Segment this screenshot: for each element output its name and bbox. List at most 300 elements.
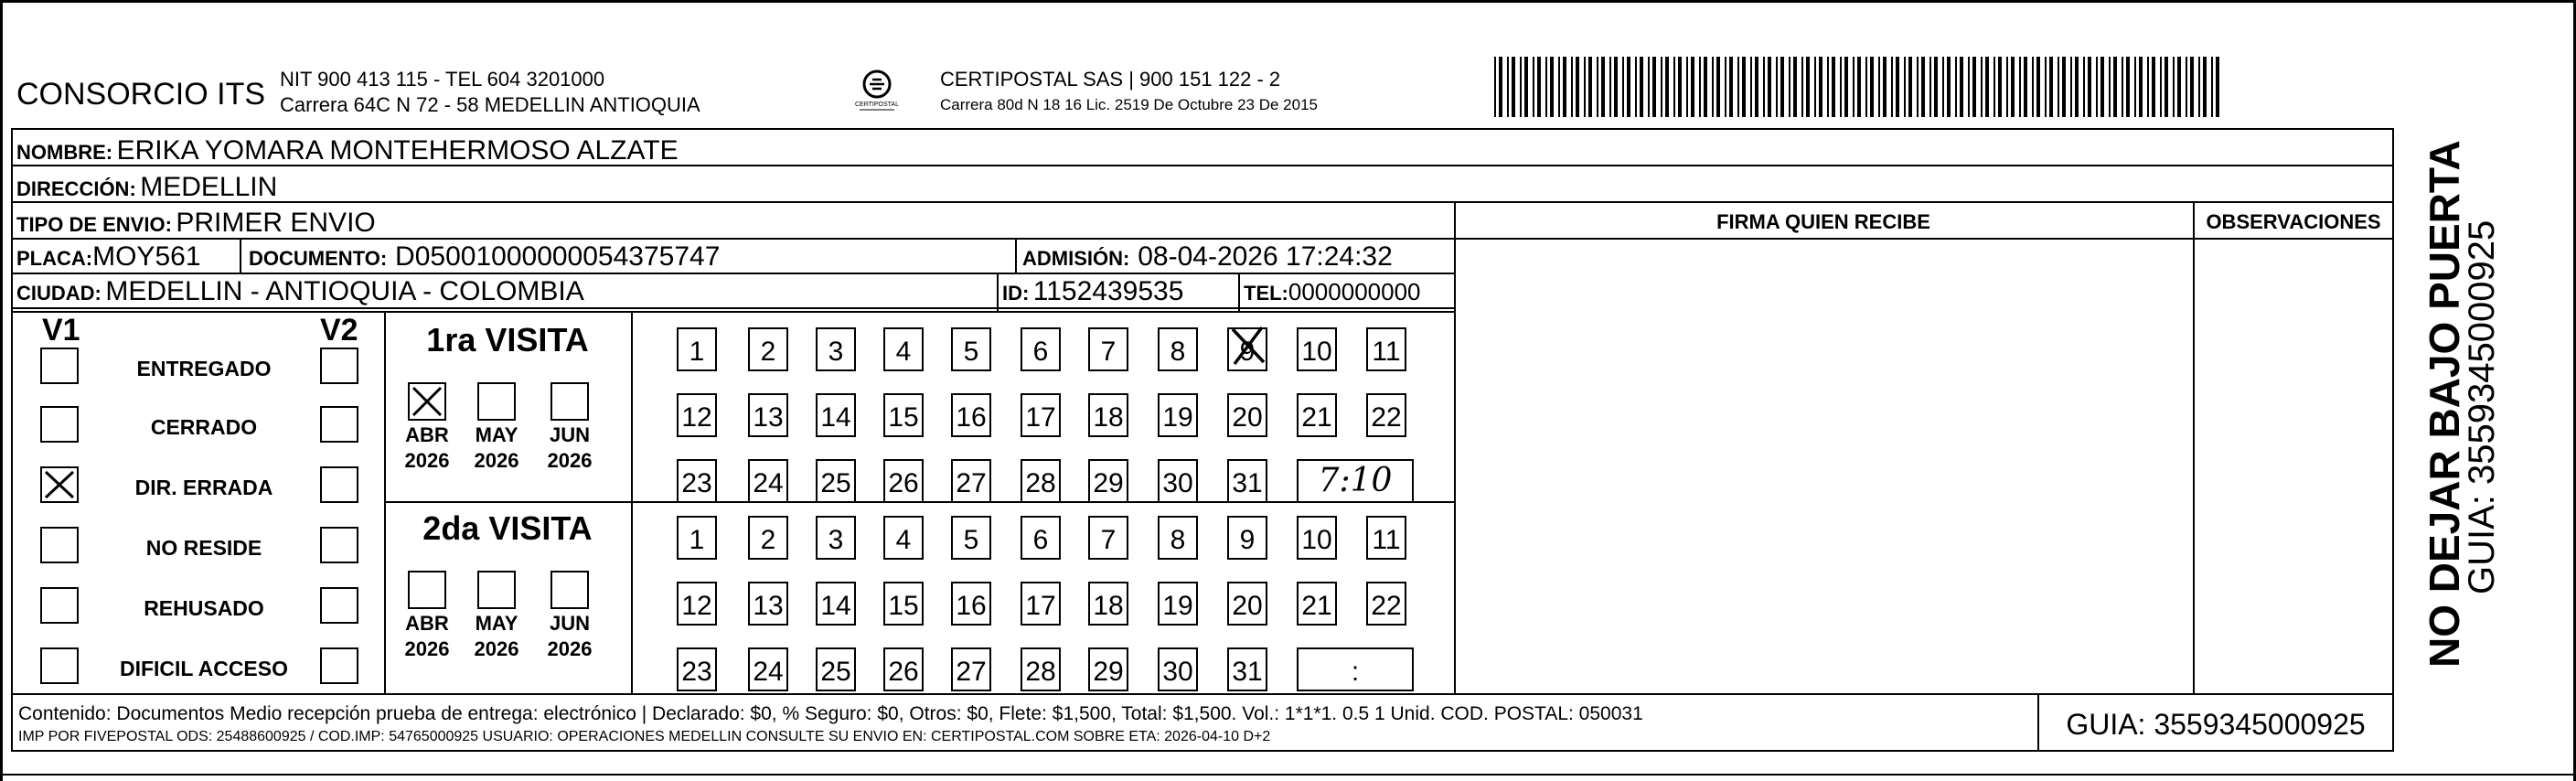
barcode-bar	[1584, 57, 1586, 117]
barcode-bar	[1840, 57, 1842, 117]
day-cell[interactable]	[1158, 459, 1198, 503]
day-number: 8	[1170, 337, 1186, 367]
day-number: 1	[689, 337, 705, 367]
barcode-bar	[2147, 57, 2149, 117]
barcode-bar	[2173, 57, 2175, 117]
barcode-bar	[1716, 57, 1720, 117]
day-number: 5	[963, 337, 979, 367]
cell-rule	[1238, 273, 1240, 311]
barcode-bar	[2096, 57, 2098, 117]
day-cell[interactable]	[748, 647, 788, 691]
imp-text: IMP POR FIVEPOSTAL ODS: 25488600925 / COD.IMP: 54765000925 USUARIO: OPERACIONES MEDELLIN CONSULTE SU ENVIO EN: CERTIPOSTAL.COM SOBRE ETA: 2026-04-10 D+2	[18, 729, 1271, 744]
day-cell[interactable]	[1297, 582, 1337, 626]
barcode-bar	[2062, 57, 2066, 117]
admision-label: ADMISIÓN:	[1022, 247, 1130, 270]
tipo-envio-label: TIPO DE ENVIO:	[16, 213, 172, 236]
day-number: 3	[828, 337, 844, 367]
day-cell[interactable]	[816, 516, 856, 560]
barcode-bar	[2134, 57, 2136, 117]
v1-checkbox[interactable]	[40, 587, 79, 624]
day-cell[interactable]	[883, 647, 924, 691]
month-year: 2026	[547, 449, 593, 472]
day-cell[interactable]	[1227, 516, 1267, 560]
barcode-bar	[1742, 57, 1746, 117]
v1-label: V1	[42, 313, 80, 348]
barcode-bar	[2070, 57, 2072, 117]
col-header-rule	[1454, 238, 2394, 240]
barcode-bar	[1870, 57, 1874, 117]
day-number: 10	[1301, 525, 1332, 555]
day-number: 28	[1025, 468, 1056, 498]
barcode-bar	[1665, 57, 1669, 117]
barcode-bar	[1737, 57, 1739, 117]
barcode-bar	[2032, 57, 2034, 117]
barcode-bar	[1857, 57, 1861, 117]
day-cell[interactable]	[677, 516, 717, 560]
day-number: 7	[1100, 525, 1117, 555]
barcode-bar	[1934, 57, 1938, 117]
day-cell[interactable]	[748, 393, 788, 437]
day-cell[interactable]	[748, 459, 788, 503]
barcode-bar	[1640, 57, 1643, 117]
cell-rule	[1015, 238, 1017, 273]
barcode-bar	[1699, 57, 1701, 117]
month-checkbox[interactable]	[550, 571, 589, 609]
day-number: 24	[753, 657, 784, 687]
day-number: 10	[1301, 337, 1332, 367]
barcode-bar	[1917, 57, 1919, 117]
ciudad-value: MEDELLIN - ANTIOQUIA - COLOMBIA	[105, 276, 584, 306]
barcode-bar	[2075, 57, 2079, 117]
barcode-bar	[1576, 57, 1579, 117]
barcode-bar	[2024, 57, 2027, 117]
barcode-bar	[2164, 57, 2168, 117]
day-cell[interactable]	[677, 327, 717, 371]
day-number: 26	[888, 657, 919, 687]
day-number: 19	[1162, 591, 1193, 621]
v2-checkbox[interactable]	[320, 527, 358, 563]
id-value: 1152439535	[1032, 276, 1184, 306]
footer-guia: GUIA: 3559345000925	[2066, 708, 2366, 741]
day-number: 7	[1100, 337, 1117, 367]
day-number: 14	[820, 591, 851, 621]
barcode-bar	[1814, 57, 1816, 117]
barcode-bar	[1972, 57, 1976, 117]
barcode-bar	[1832, 57, 1835, 117]
day-cell[interactable]	[816, 582, 856, 626]
v2-checkbox[interactable]	[320, 587, 358, 624]
tel-value: 0000000000	[1288, 278, 1421, 305]
day-number: 5	[963, 525, 979, 555]
day-number: 24	[753, 468, 784, 498]
day-cell[interactable]	[883, 393, 924, 437]
month-checkbox[interactable]	[477, 382, 516, 421]
v1-checkbox[interactable]	[40, 406, 79, 443]
barcode-bar	[1524, 57, 1528, 117]
barcode-bar	[1780, 57, 1784, 117]
month-year: 2026	[474, 637, 519, 660]
barcode-bar	[1507, 57, 1509, 117]
status-option-label: REHUSADO	[144, 596, 264, 620]
day-number: 15	[888, 402, 919, 433]
admision-value: 08-04-2026 17:24:32	[1138, 241, 1393, 272]
observaciones-header: OBSERVACIONES	[2206, 210, 2381, 233]
row-rule	[11, 311, 1454, 313]
v1-checkbox[interactable]	[40, 348, 79, 384]
month-year: 2026	[404, 449, 450, 472]
barcode-bar	[1865, 57, 1867, 117]
barcode-bar	[1896, 57, 1899, 117]
ciudad-label: CIUDAD:	[16, 282, 102, 305]
month-label: JUN	[549, 612, 590, 635]
day-cell[interactable]	[1227, 459, 1267, 503]
status-option-label: CERRADO	[150, 415, 258, 439]
barcode-bar	[1819, 57, 1822, 117]
day-cell[interactable]	[1088, 459, 1128, 503]
day-cell[interactable]	[1088, 327, 1128, 371]
barcode-bar	[1635, 57, 1637, 117]
barcode-bar	[1878, 57, 1880, 117]
visit-title: 1ra VISITA	[426, 321, 589, 358]
barcode-bar	[2190, 57, 2194, 117]
day-cell[interactable]	[816, 393, 856, 437]
barcode-bar	[1755, 57, 1758, 117]
day-cell[interactable]	[1021, 516, 1061, 560]
day-cell[interactable]	[816, 327, 856, 371]
barcode-bar	[1844, 57, 1848, 117]
status-option-label: ENTREGADO	[136, 357, 272, 380]
day-number: 18	[1093, 402, 1124, 433]
day-number: 25	[820, 657, 851, 687]
barcode-bar	[1622, 57, 1624, 117]
day-number: 27	[956, 657, 987, 687]
month-checkbox[interactable]	[477, 571, 516, 609]
day-number: 4	[895, 525, 912, 555]
day-cell[interactable]	[951, 393, 991, 437]
day-cell[interactable]	[883, 516, 924, 560]
day-number: 17	[1025, 402, 1056, 433]
day-number: 2	[760, 337, 776, 367]
id-label: ID:	[1002, 282, 1030, 305]
firma-header: FIRMA QUIEN RECIBE	[1716, 210, 1930, 233]
day-number: 6	[1032, 525, 1049, 555]
status-option-label: DIR. ERRADA	[134, 476, 273, 499]
documento-label: DOCUMENTO:	[249, 247, 388, 270]
day-number: 11	[1372, 525, 1401, 555]
day-cell[interactable]	[1297, 327, 1337, 371]
month-checkbox[interactable]	[408, 382, 446, 421]
barcode-bar	[2186, 57, 2187, 117]
tel-label: TEL:	[1244, 282, 1288, 305]
courier-license: Carrera 80d N 18 16 Lic. 2519 De Octubre 23 De 2015	[940, 96, 1318, 113]
barcode-bar	[2006, 57, 2008, 117]
day-cell[interactable]	[816, 459, 856, 503]
barcode-bar	[1729, 57, 1733, 117]
nombre-label: NOMBRE:	[16, 141, 113, 164]
status-option-label: DIFICIL ACCESO	[119, 657, 288, 680]
barcode-bar	[2049, 57, 2053, 117]
contenido-text: Contenido: Documentos Medio recepción prueba de entrega: electrónico | Declarado: $0, % Seguro: $0, Otros: $0, Flete: $1,500, Total: $1,500. Vol.: 1*1*1. 0.5 1 Unid. COD. POSTAL: 050031	[18, 703, 1643, 724]
day-cell[interactable]	[1158, 582, 1198, 626]
row-rule	[11, 201, 2394, 203]
day-cell[interactable]	[1297, 516, 1337, 560]
barcode-bar	[2036, 57, 2040, 117]
logo-caption: CERTIPOSTAL	[855, 102, 899, 108]
barcode-bar	[2045, 57, 2047, 117]
visit-time-field[interactable]	[1297, 459, 1414, 503]
bottom-rule	[0, 774, 2576, 776]
direccion-label: DIRECCIÓN:	[16, 177, 136, 200]
day-cell[interactable]	[677, 459, 717, 503]
month-year: 2026	[547, 637, 593, 660]
barcode-bar	[1673, 57, 1675, 117]
barcode-bar	[2203, 57, 2207, 117]
month-label: MAY	[475, 423, 518, 446]
barcode-bar	[2122, 57, 2123, 117]
month-checkbox[interactable]	[550, 382, 589, 421]
day-cell[interactable]	[1227, 647, 1267, 691]
barcode-bar	[1704, 57, 1707, 117]
barcode-bar	[1520, 57, 1522, 117]
day-number: 31	[1232, 468, 1263, 498]
barcode-bar	[1661, 57, 1662, 117]
barcode-bar	[1883, 57, 1887, 117]
day-number: 30	[1162, 468, 1193, 498]
v1-checkbox[interactable]	[40, 647, 79, 684]
barcode-bar	[1921, 57, 1925, 117]
barcode-bar	[1597, 57, 1598, 117]
day-cell[interactable]	[1158, 647, 1198, 691]
day-number: 6	[1032, 337, 1049, 367]
barcode-bar	[1499, 57, 1502, 117]
visit-time: :	[1351, 657, 1360, 687]
day-number: 21	[1301, 402, 1332, 433]
visit-time-field[interactable]	[1297, 647, 1414, 691]
day-cell[interactable]	[951, 647, 991, 691]
day-number: 16	[956, 591, 987, 621]
barcode-bar	[1627, 57, 1630, 117]
day-cell[interactable]	[748, 516, 788, 560]
visit-title: 2da VISITA	[422, 509, 593, 547]
day-cell[interactable]	[677, 647, 717, 691]
barcode-bar	[1533, 57, 1534, 117]
day-number: 20	[1232, 402, 1263, 433]
placa-value: MOY561	[92, 241, 201, 272]
barcode-bar	[1537, 57, 1541, 117]
day-cell[interactable]	[1227, 393, 1267, 437]
day-cell[interactable]	[1227, 582, 1267, 626]
barcode-bar	[1563, 57, 1566, 117]
day-number: 22	[1371, 402, 1402, 433]
day-number: 29	[1093, 657, 1124, 687]
day-cell[interactable]	[951, 459, 991, 503]
barcode-bar	[1545, 57, 1547, 117]
barcode-bar	[1993, 57, 1995, 117]
day-cell[interactable]	[883, 459, 924, 503]
month-label: JUN	[549, 423, 590, 446]
day-number: 22	[1371, 591, 1402, 621]
col-rule	[1454, 201, 1456, 693]
barcode-bar	[1985, 57, 1989, 117]
day-cell[interactable]	[1366, 516, 1406, 560]
v1-checkbox[interactable]	[40, 527, 79, 563]
barcode-bar	[1947, 57, 1951, 117]
month-year: 2026	[404, 637, 450, 660]
day-cell[interactable]	[1021, 393, 1061, 437]
day-number: 23	[681, 657, 712, 687]
day-cell[interactable]	[1021, 327, 1061, 371]
barcode-bar	[2152, 57, 2155, 117]
barcode-bar	[2088, 57, 2091, 117]
barcode-bar	[1725, 57, 1726, 117]
day-cell[interactable]	[951, 327, 991, 371]
barcode-bar	[1712, 57, 1714, 117]
day-cell[interactable]	[1158, 327, 1198, 371]
day-number: 12	[681, 591, 712, 621]
barcode-bar	[1904, 57, 1906, 117]
day-number: 30	[1162, 657, 1193, 687]
day-number: 28	[1025, 657, 1056, 687]
day-number: 4	[895, 337, 912, 367]
side-guia: GUIA: 3559345000925	[2462, 219, 2502, 594]
day-cell[interactable]	[1088, 647, 1128, 691]
day-cell[interactable]	[883, 582, 924, 626]
direccion-value: MEDELLIN	[140, 172, 278, 202]
day-number: 11	[1372, 337, 1401, 367]
barcode-bar	[1648, 57, 1650, 117]
day-cell[interactable]	[1366, 393, 1406, 437]
month-checkbox[interactable]	[408, 571, 446, 609]
barcode-bar	[1601, 57, 1605, 117]
day-cell[interactable]	[951, 582, 991, 626]
barcode-bar	[2083, 57, 2085, 117]
barcode-bar	[2058, 57, 2059, 117]
day-number: 15	[888, 591, 919, 621]
barcode-bar	[2100, 57, 2104, 117]
barcode-bar	[1776, 57, 1778, 117]
day-cell[interactable]	[1227, 327, 1267, 371]
day-cell[interactable]	[748, 582, 788, 626]
day-number: 8	[1170, 525, 1186, 555]
day-cell[interactable]	[1088, 516, 1128, 560]
day-number: 2	[760, 525, 776, 555]
barcode-bar	[1768, 57, 1771, 117]
barcode-bar	[1678, 57, 1682, 117]
v2-label: V2	[320, 313, 358, 348]
company-name: CONSORCIO ITS	[16, 77, 266, 112]
day-cell[interactable]	[1021, 459, 1061, 503]
barcode-bar	[1609, 57, 1611, 117]
barcode-bar	[1827, 57, 1829, 117]
barcode-bar	[1793, 57, 1797, 117]
courier-name: CERTIPOSTAL SAS | 900 151 122 - 2	[940, 68, 1281, 91]
barcode-bar	[1801, 57, 1803, 117]
day-cell[interactable]	[677, 393, 717, 437]
day-cell[interactable]	[1366, 327, 1406, 371]
day-cell[interactable]	[816, 647, 856, 691]
barcode-bar	[1981, 57, 1983, 117]
barcode-bar	[1614, 57, 1618, 117]
col-rule	[2193, 201, 2195, 693]
day-cell[interactable]	[1088, 582, 1128, 626]
day-cell[interactable]	[1158, 516, 1198, 560]
day-number: 13	[753, 591, 784, 621]
v2-checkbox[interactable]	[320, 348, 358, 384]
barcode-bar	[1512, 57, 1515, 117]
day-cell[interactable]	[883, 327, 924, 371]
barcode-bar	[1691, 57, 1694, 117]
day-number: 1	[689, 525, 705, 555]
day-cell[interactable]	[1088, 393, 1128, 437]
day-number: 27	[956, 468, 987, 498]
barcode-bar	[1806, 57, 1810, 117]
barcode-bar	[1789, 57, 1790, 117]
barcode-bar	[1588, 57, 1592, 117]
barcode-bar	[1960, 57, 1963, 117]
day-number: 21	[1301, 591, 1332, 621]
barcode-bar	[2011, 57, 2015, 117]
nombre-value: ERIKA YOMARA MONTEHERMOSO ALZATE	[116, 135, 679, 166]
barcode-bar	[1571, 57, 1573, 117]
barcode-bar	[2198, 57, 2200, 117]
v2-checkbox[interactable]	[320, 466, 358, 503]
v1-checkbox[interactable]	[40, 466, 79, 503]
status-option-label: NO RESIDE	[145, 536, 262, 560]
day-cell[interactable]	[677, 582, 717, 626]
day-cell[interactable]	[748, 327, 788, 371]
day-number: 18	[1093, 591, 1124, 621]
barcode-bar	[2216, 57, 2219, 117]
month-year: 2026	[474, 449, 519, 472]
day-number: 31	[1232, 657, 1263, 687]
barcode-bar	[2160, 57, 2162, 117]
placa-label: PLACA:	[16, 247, 93, 270]
v2-checkbox[interactable]	[320, 647, 358, 684]
barcode-bar	[1929, 57, 1931, 117]
day-cell[interactable]	[1158, 393, 1198, 437]
day-number: 12	[681, 402, 712, 433]
day-cell[interactable]	[1297, 393, 1337, 437]
day-cell[interactable]	[951, 516, 991, 560]
v2-checkbox[interactable]	[320, 406, 358, 443]
day-number: 19	[1162, 402, 1193, 433]
day-number: 25	[820, 468, 851, 498]
month-label: ABR	[405, 423, 449, 446]
day-number: 14	[820, 402, 851, 433]
barcode-bar	[2139, 57, 2143, 117]
day-cell[interactable]	[1021, 582, 1061, 626]
barcode-bar	[1652, 57, 1656, 117]
day-number: 17	[1025, 591, 1056, 621]
day-number: 29	[1093, 468, 1124, 498]
barcode-bar	[1853, 57, 1855, 117]
day-cell[interactable]	[1021, 647, 1061, 691]
day-number: 20	[1232, 591, 1263, 621]
side-warning: NO DEJAR BAJO PUERTA	[2421, 140, 2468, 668]
barcode-bar	[2109, 57, 2111, 117]
barcode-bar	[2126, 57, 2130, 117]
tipo-envio-value: PRIMER ENVIO	[176, 208, 376, 238]
barcode-bar	[2019, 57, 2021, 117]
month-label: ABR	[405, 612, 449, 635]
day-number: 9	[1239, 337, 1256, 367]
day-cell[interactable]	[1366, 582, 1406, 626]
visit-time: 7:10	[1318, 462, 1393, 499]
company-address: Carrera 64C N 72 - 58 MEDELLIN ANTIOQUIA	[280, 93, 700, 116]
barcode-bar	[1955, 57, 1957, 117]
day-number: 23	[681, 468, 712, 498]
month-label: MAY	[475, 612, 518, 635]
